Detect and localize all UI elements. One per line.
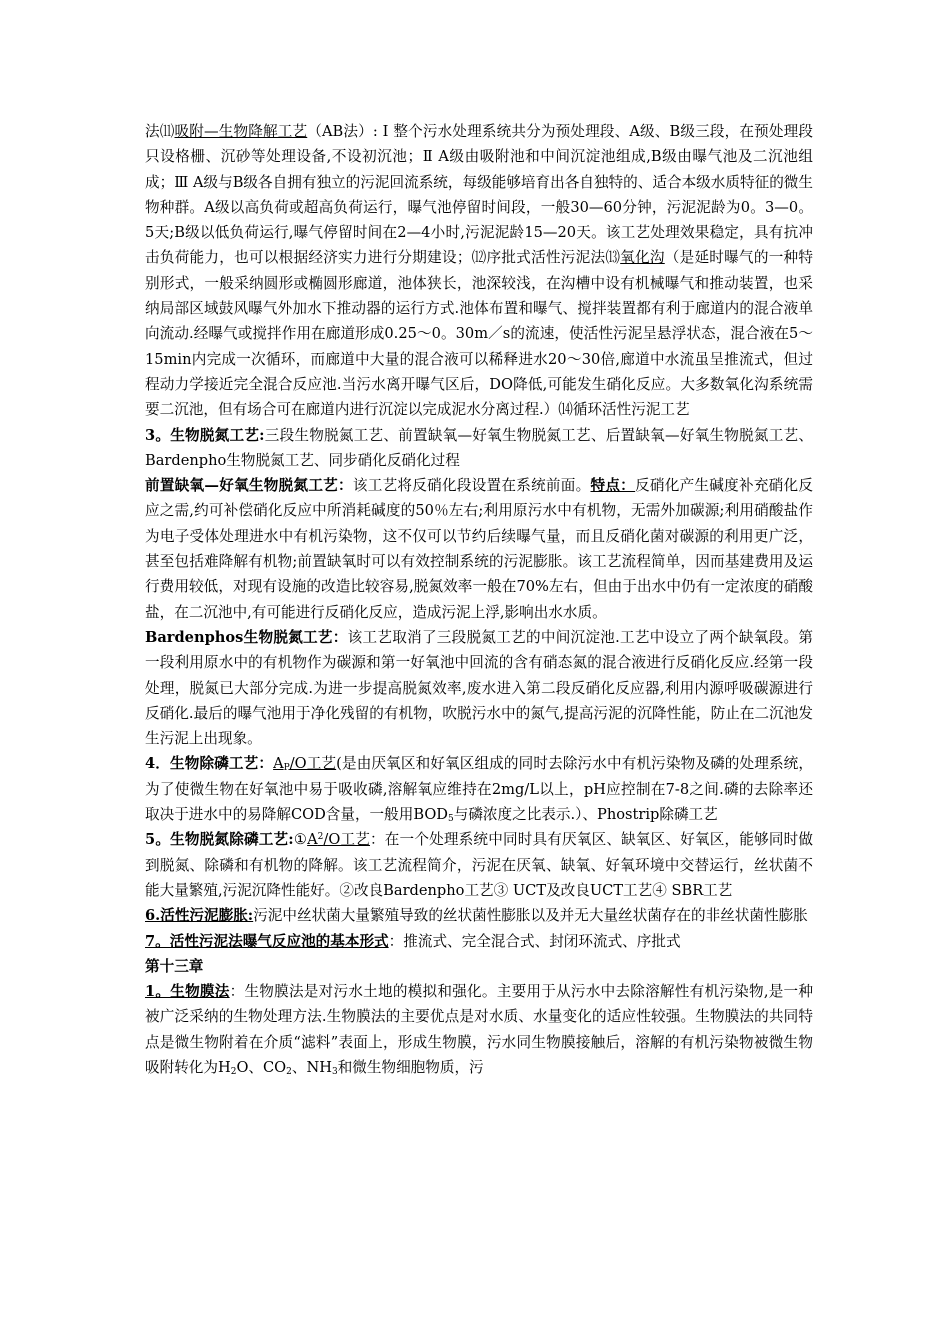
subscript: 2 [286, 1066, 292, 1077]
paragraph-aeration-tank-forms [145, 929, 813, 954]
heading-pre-anoxic: 前置缺氧—好氧生物脱氮工艺： [145, 477, 353, 495]
heading-sludge-bulking: 6.活性污泥膨胀: [145, 907, 254, 925]
term-ab-process: 吸附—生物降解工艺 [174, 123, 308, 140]
subscript: P [283, 763, 290, 774]
text: 反硝化产生碱度补充硝化反应之需,约可补偿硝化反应中所消耗碱度的50％左右;利用原污水中有机物，无需外加碳源;利用硝酸盐作为电子受体处理进水中有机污染物，这不仅可以节约后续曝气量，而且反硝化菌对碳源的利用更广泛，甚至包括难降解有机物;前置缺氧时可以有效控制系统的污泥膨胀。该工艺流程简单，因而基建费用及运行费用较低，对现有设施的改造比较容易,脱氮效率一般在70%左右，但由于出水中仍有一定浓度的硝酸盐，在二沉池中,有可能进行反硝化反应，造成污泥上浮,影响出水水质。 [145, 477, 813, 621]
heading-features: 特点： [590, 477, 636, 495]
text: ① [293, 831, 308, 849]
text: (是由厌氧区和好氧区组成的同时去除污水中有机污染物及磷的处理系统，为了使微生物在好氧池中易于吸收磷,溶解氧应维持在2mg/L以上，pH应控制在7-8之间.磷的去除率还取决于进水中的易降解COD含量，一般用BOD [145, 755, 814, 824]
heading-aeration-tank-forms: 7。活性污泥法曝气反应池的基本形式 [145, 932, 389, 950]
paragraph-denitrification [145, 423, 813, 474]
text: 该工艺取消了三段脱氮工艺的中间沉淀池.工艺中设立了两个缺氧段。第一段利用原水中的有机物作为碳源和第一好氧池中回流的含有硝态氮的混合液进行反硝化反应.经第一段处理，脱氮已大部分完成.为进一步提高脱氮效率,废水进入第二段反硝化反应器,利用内源呼吸碳源进行反硝化.最后的曝气池用于净化残留的有机物，吹脱污水中的氮气,提高污泥的沉降性能，防止在二沉池发生污泥上出现象。 [145, 628, 813, 748]
text: 污泥中丝状菌大量繁殖导致的丝状菌性膨胀以及并无大量丝状菌存在的非丝状菌性膨胀 [253, 907, 808, 925]
text: /O工艺 [323, 831, 371, 849]
subscript: 5 [448, 814, 454, 825]
superscript: 2 [317, 832, 324, 843]
text: A [273, 755, 284, 773]
text: 和微生物细胞物质，污 [337, 1058, 484, 1076]
subscript: 3 [331, 1066, 338, 1077]
text: ：生物膜法是对污水土地的模拟和强化。主要用于从污水中去除溶解性有机污染物,是一种被广泛采纳的生物处理方法.生物膜法的主要优点是对水质、水量变化的适应性较强。生物膜法的共同特点是微生物附着在介质“滤料”表面上，形成生物膜，污水同生物膜接触后，溶解的有机污染物被微生物吸附转化为H [145, 983, 813, 1076]
paragraph-phosphorus-removal [145, 751, 813, 827]
paragraph-n-p-removal [145, 827, 813, 903]
heading-n-p-removal: 5。生物脱氮除磷工艺: [145, 831, 294, 849]
text: 与磷浓度之比表示.）、Phostrip除磷工艺 [453, 806, 718, 824]
text: 、NH [291, 1058, 332, 1076]
paragraph-biofilm [145, 979, 813, 1080]
text: ：推流式、完全混合式、封闭环流式、序批式 [388, 932, 681, 950]
text: /O工艺 [289, 755, 337, 773]
document-page [145, 119, 813, 1080]
heading-chapter-13: 第十三章 [145, 957, 204, 975]
heading-denitrification: 3。生物脱氮工艺: [145, 426, 265, 444]
text: A [307, 831, 318, 849]
paragraph-sludge-bulking [145, 903, 813, 928]
text: 该工艺将反硝化段设置在系统前面。 [352, 477, 591, 495]
text: O、CO [236, 1058, 287, 1076]
text: 法⑾ [145, 123, 175, 140]
text: 三段生物脱氮工艺、前置缺氧—好氧生物脱氮工艺、后置缺氧—好氧生物脱氮工艺、Bardenpho生物脱氮工艺、同步硝化反硝化过程 [145, 426, 813, 469]
paragraph-bardenphos [145, 625, 813, 751]
paragraph-pre-anoxic [145, 473, 813, 625]
text: （是延时曝气的一种特别形式，一般采纳圆形或椭圆形廊道，池体狭长，池深较浅，在沟槽中设有机械曝气和推动装置，也采纳局部区域鼓风曝气外加水下推动器的运行方式.池体布置和曝气、搅拌装置都有利于廊道内的混合液单向流动.经曝气或搅拌作用在廊道形成0.25～0。30m／s的流速，使活性污泥呈悬浮状态，混合液在5～15min内完成一次循环，而廊道中大量的混合液可以稀释进水20～30倍,廊道中水流虽呈推流式，但过程动力学接近完全混合反应池.当污水离开曝气区后，DO降低,可能发生硝化反应。大多数氧化沟系统需要二沉池，但有场合可在廊道内进行沉淀以完成泥水分离过程.）⒁循环活性污泥工艺 [145, 249, 813, 419]
paragraph-ab-process [145, 119, 813, 423]
term-oxidation-ditch: 氧化沟 [620, 249, 665, 267]
chapter-heading [145, 954, 813, 979]
heading-phosphorus-removal: 4．生物除磷工艺： [145, 755, 274, 773]
term-a2-o-process [307, 831, 370, 848]
text: ：在一个处理系统中同时具有厌氧区、缺氧区、好氧区，能够同时做到脱氮、除磷和有机物的降解。该工艺流程简介，污泥在厌氧、缺氧、好氧环境中交替运行，丝状菌不能大量繁殖,污泥沉降性能好。②改良Bardenpho工艺③ UCT及改良UCT工艺④ SBR工艺 [145, 831, 813, 899]
text: （AB法）: Ⅰ 整个污水处理系统共分为预处理段、A级、B级三段，在预处理段只设格栅、沉砂等处理设备,不设初沉池；Ⅱ A级由吸附池和中间沉淀池组成,B级由曝气池及二沉池组成；Ⅲ A级与B级各自拥有独立的污泥回流系统，每级能够培育出各自独特的、适合本级水质特征的微生物种群。A级以高负荷或超高负荷运行，曝气池停留时间段，一般30—60分钟，污泥泥龄为0。3—0。5天;B级以低负荷运行,曝气停留时间在2—4小时,污泥泥龄15—20天。该工艺处理效果稳定，具有抗冲击负荷能力，也可以根据经济实力进行分期建设；⑿序批式活性污泥法⒀ [145, 123, 813, 267]
term-ap-o-process [273, 755, 336, 772]
heading-biofilm: 1。生物膜法 [145, 983, 230, 1001]
heading-bardenphos: Bardenphos生物脱氮工艺： [145, 628, 348, 646]
subscript: 2 [230, 1066, 237, 1077]
